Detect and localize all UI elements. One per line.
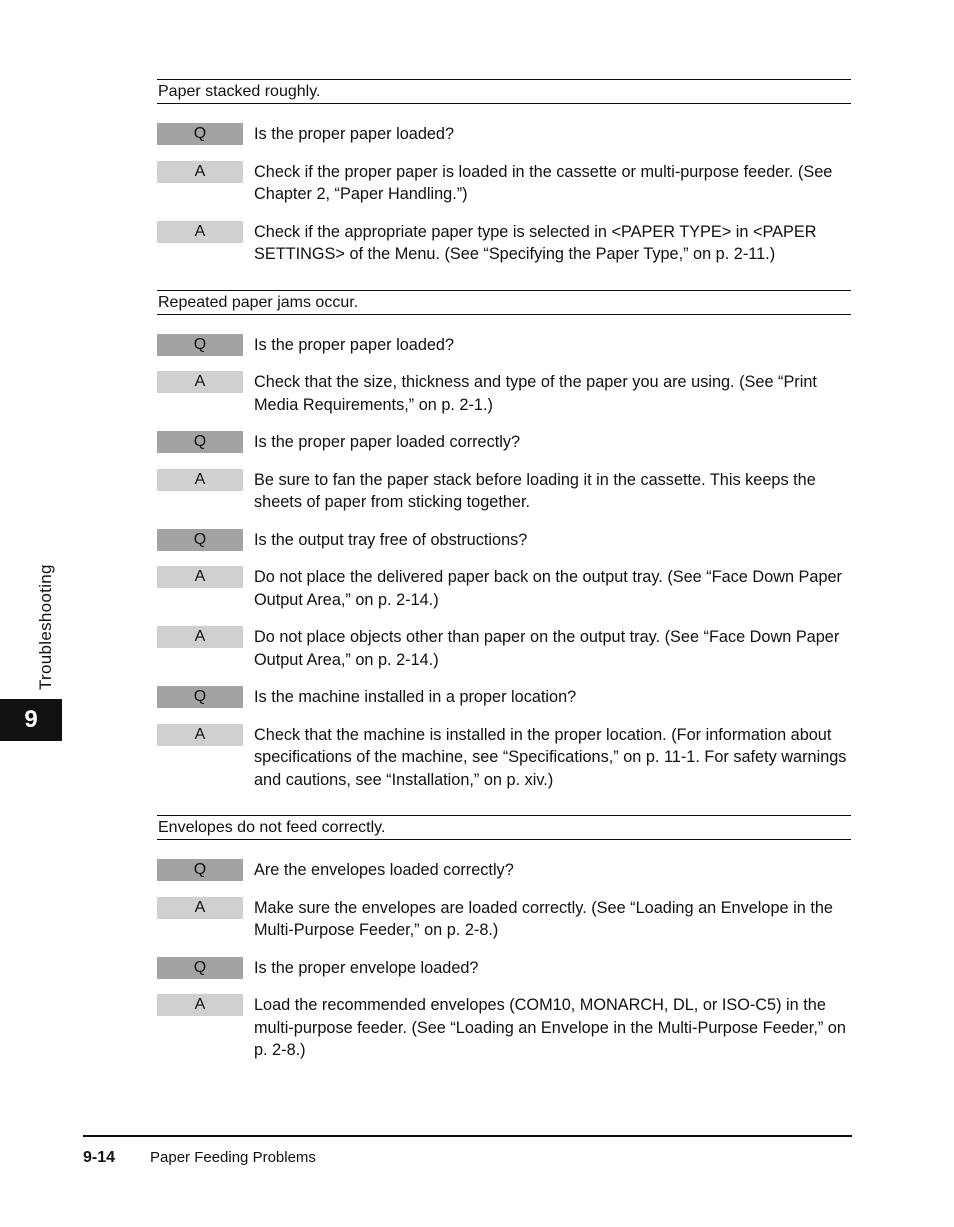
answer-text: Do not place the delivered paper back on the output tray. (See “Face Down Paper Output Area,” on p. 2-14.) <box>254 568 842 609</box>
answer-label: A <box>157 994 243 1016</box>
section-envelopes-not-feeding <box>157 815 851 1062</box>
qa-row <box>157 371 851 416</box>
question-label: Q <box>157 686 243 708</box>
answer-text: Load the recommended envelopes (COM10, MONARCH, DL, or ISO-C5) in the multi-purpose feeder. (See “Loading an Envelope in the Multi-Purpose Feeder,” on p. 2-8.) <box>254 996 846 1059</box>
answer-text: Check if the proper paper is loaded in the cassette or multi-purpose feeder. (See Chapter 2, “Paper Handling.”) <box>254 162 833 203</box>
qa-row <box>157 566 851 611</box>
section-title: Envelopes do not feed correctly. <box>157 815 851 840</box>
qa-row <box>157 859 851 882</box>
question-label: Q <box>157 859 243 881</box>
qa-row <box>157 469 851 514</box>
answer-text: Be sure to fan the paper stack before loading it in the cassette. This keeps the sheets of paper from sticking together. <box>254 470 816 511</box>
footer-rule <box>83 1135 852 1137</box>
qa-row <box>157 686 851 709</box>
qa-row <box>157 626 851 671</box>
qa-row <box>157 161 851 206</box>
question-label: Q <box>157 957 243 979</box>
question-text: Is the proper paper loaded correctly? <box>254 433 521 451</box>
answer-label: A <box>157 469 243 491</box>
answer-label: A <box>157 724 243 746</box>
answer-text: Check if the appropriate paper type is selected in <PAPER TYPE> in <PAPER SETTINGS> of the Menu. (See “Specifying the Paper Type,” on p. 2-11.) <box>254 222 817 263</box>
question-label: Q <box>157 123 243 145</box>
qa-row <box>157 994 851 1062</box>
section-title: Repeated paper jams occur. <box>157 290 851 315</box>
question-text: Is the machine installed in a proper location? <box>254 688 577 706</box>
question-text: Is the proper paper loaded? <box>254 335 455 354</box>
qa-row <box>157 724 851 792</box>
question-text: Is the proper envelope loaded? <box>254 958 479 977</box>
qa-row <box>157 221 851 266</box>
qa-row <box>157 431 851 454</box>
answer-label: A <box>157 897 243 919</box>
question-label: Q <box>157 334 243 356</box>
qa-row <box>157 123 851 146</box>
answer-label: A <box>157 221 243 243</box>
question-label: Q <box>157 431 243 453</box>
section-paper-stacked-roughly <box>157 79 851 266</box>
question-text: Is the proper paper loaded? <box>254 125 455 143</box>
answer-label: A <box>157 626 243 648</box>
qa-row <box>157 529 851 552</box>
footer-section-title: Paper Feeding Problems <box>150 1149 316 1166</box>
question-text: Are the envelopes loaded correctly? <box>254 861 514 879</box>
question-text: Is the output tray free of obstructions? <box>254 530 528 549</box>
answer-label: A <box>157 161 243 183</box>
chapter-tab: 9 <box>0 699 62 741</box>
section-title: Paper stacked roughly. <box>157 79 851 104</box>
answer-label: A <box>157 566 243 588</box>
qa-row <box>157 334 851 357</box>
section-repeated-paper-jams <box>157 290 851 792</box>
qa-row <box>157 957 851 980</box>
qa-row <box>157 897 851 942</box>
answer-text: Check that the size, thickness and type of the paper you are using. (See “Print Media Requirements,” on p. 2-1.) <box>254 373 817 414</box>
troubleshooting-content <box>157 79 851 1077</box>
answer-text: Check that the machine is installed in the proper location. (For information about specifications of the machine, see “Specifications,” on p. 11-1. For safety warnings and cautions, see “Installation,” on p. xiv.) <box>254 725 847 789</box>
answer-text: Do not place objects other than paper on the output tray. (See “Face Down Paper Output Area,” on p. 2-14.) <box>254 628 840 669</box>
answer-text: Make sure the envelopes are loaded correctly. (See “Loading an Envelope in the Multi-Purpose Feeder,” on p. 2-8.) <box>254 898 833 939</box>
chapter-side-label: Troubleshooting <box>36 564 55 690</box>
footer-page-number: 9-14 <box>83 1149 116 1166</box>
question-label: Q <box>157 529 243 551</box>
answer-label: A <box>157 371 243 393</box>
